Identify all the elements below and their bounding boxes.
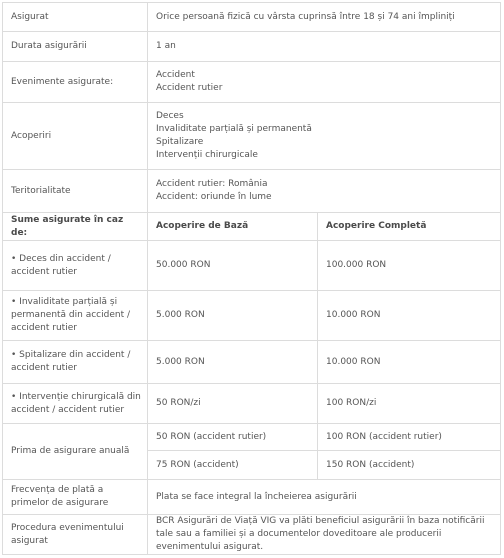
sum-row-surgery — [3, 384, 501, 424]
coverage-row — [3, 103, 501, 170]
insured-value: Orice persoană fizică cu vârsta cuprinsă între 18 și 74 ani împliniți — [148, 3, 501, 32]
premium-complete: 100 RON (accident rutier) — [318, 424, 501, 451]
frequency-value: Plata se face integral la încheierea asigurării — [148, 480, 501, 515]
sums-header-label: Sume asigurate în caz de: — [3, 213, 148, 241]
sum-row-hospitalization — [3, 341, 501, 384]
frequency-row — [3, 480, 501, 515]
territoriality-row — [3, 170, 501, 213]
sum-row-disability — [3, 291, 501, 341]
sum-label: • Spitalizare din accident / accident rutier — [3, 341, 148, 384]
coverage-item: Spitalizare — [156, 137, 204, 147]
coverage-item: Invaliditate parțială și permanentă — [156, 124, 312, 134]
sum-label: • Deces din accident / accident rutier — [3, 241, 148, 291]
coverage-label: Acoperiri — [3, 103, 148, 170]
sum-label: • Intervenție chirurgicală din accident / accident rutier — [3, 384, 148, 424]
insurance-terms-table — [2, 2, 501, 555]
events-row — [3, 62, 501, 103]
premium-complete: 150 RON (accident) — [318, 451, 501, 480]
complete-coverage-header: Acoperire Completă — [318, 213, 501, 241]
premium-row-road — [3, 424, 501, 451]
duration-label: Durata asigurării — [3, 32, 148, 62]
sum-label: • Invaliditate parțială și permanentă din accident / accident rutier — [3, 291, 148, 341]
sum-complete: 10.000 RON — [318, 341, 501, 384]
sum-basic: 50.000 RON — [148, 241, 318, 291]
sum-complete: 10.000 RON — [318, 291, 501, 341]
procedure-row — [3, 515, 501, 555]
frequency-label: Frecvența de plată a primelor de asigurare — [3, 480, 148, 515]
insured-row — [3, 3, 501, 32]
coverage-value — [148, 103, 501, 170]
sum-complete: 100.000 RON — [318, 241, 501, 291]
premium-basic: 50 RON (accident rutier) — [148, 424, 318, 451]
sum-basic: 5.000 RON — [148, 341, 318, 384]
event-item: Accident rutier — [156, 83, 223, 93]
territoriality-item: Accident: oriunde în lume — [156, 192, 272, 202]
insured-label: Asigurat — [3, 3, 148, 32]
coverage-item: Intervenții chirurgicale — [156, 150, 258, 160]
premium-label: Prima de asigurare anuală — [3, 424, 148, 480]
premium-basic: 75 RON (accident) — [148, 451, 318, 480]
events-label: Evenimente asigurate: — [3, 62, 148, 103]
coverage-item: Deces — [156, 111, 184, 121]
territoriality-label: Teritorialitate — [3, 170, 148, 213]
sums-header-row — [3, 213, 501, 241]
sum-row-death — [3, 241, 501, 291]
sum-basic: 5.000 RON — [148, 291, 318, 341]
duration-value: 1 an — [148, 32, 501, 62]
events-value — [148, 62, 501, 103]
territoriality-item: Accident rutier: România — [156, 179, 268, 189]
procedure-label: Procedura evenimentului asigurat — [3, 515, 148, 555]
sum-basic: 50 RON/zi — [148, 384, 318, 424]
basic-coverage-header: Acoperire de Bază — [148, 213, 318, 241]
duration-row — [3, 32, 501, 62]
procedure-value: BCR Asigurări de Viață VIG va plăti beneficiul asigurării în baza notificării tale sau a familiei și a documentelor doveditoare ale producerii evenimentului asigurat. — [148, 515, 501, 555]
sum-complete: 100 RON/zi — [318, 384, 501, 424]
event-item: Accident — [156, 70, 195, 80]
territoriality-value — [148, 170, 501, 213]
